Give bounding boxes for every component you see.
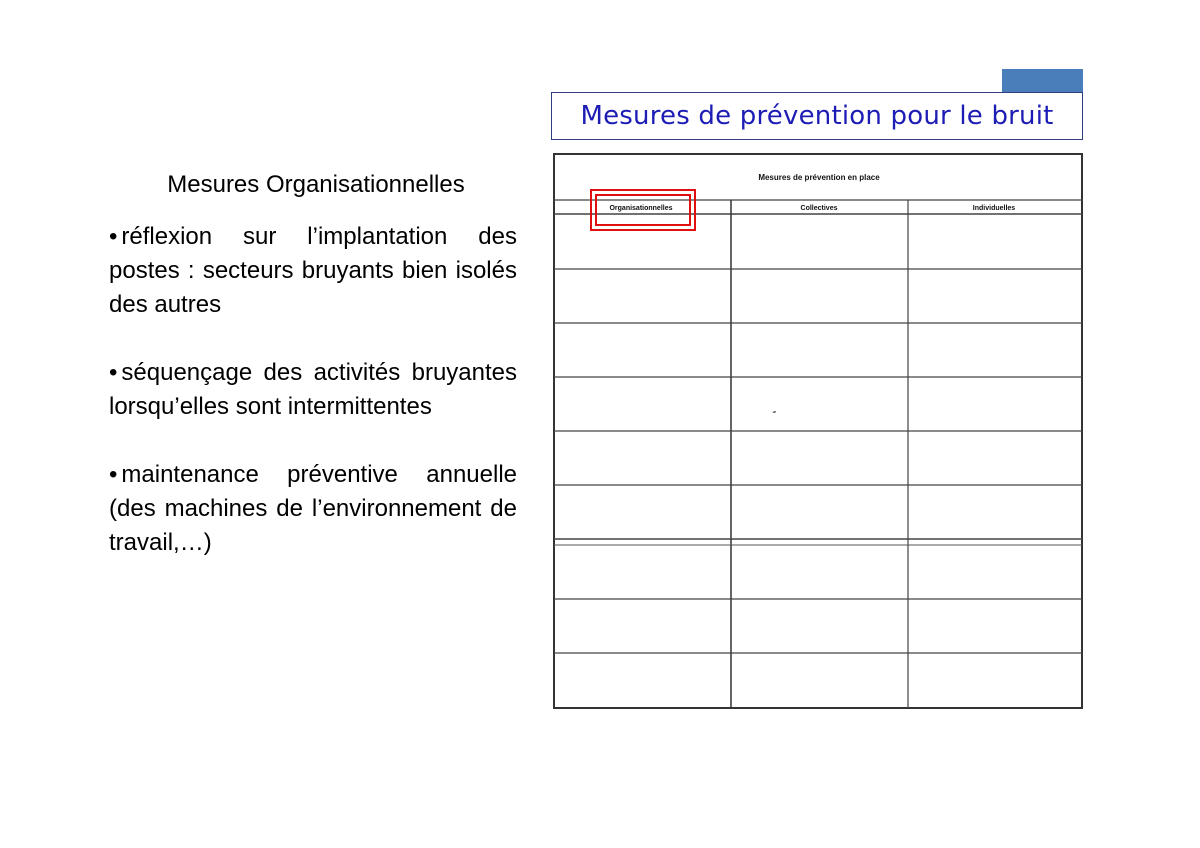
table-title: Mesures de prévention en place [758, 173, 880, 182]
slide-title: Mesures de prévention pour le bruit [580, 101, 1054, 131]
slide-title-box [551, 92, 1083, 140]
accent-block [1002, 69, 1083, 93]
bullet-text: réflexion sur l’implantation des postes : secteurs bruyants bien isolés des autres [109, 223, 517, 318]
column-header-individuelles: Individuelles [972, 205, 1016, 212]
bullet-dot-icon: • [109, 461, 118, 488]
section-heading: Mesures Organisationnelles [167, 171, 465, 198]
bullet-item-3 [109, 458, 517, 560]
bullet-item-2 [109, 356, 517, 424]
column-header-organisationnelles: Organisationnelles [609, 205, 673, 212]
scanned-table-image [551, 152, 1084, 710]
bullet-dot-icon: • [109, 359, 118, 386]
bullet-item-1 [109, 220, 517, 322]
bullet-dot-icon: • [109, 223, 118, 250]
bullet-text: séquençage des activités bruyantes lorsqu’elles sont intermittentes [109, 359, 517, 420]
bullet-text: maintenance préventive annuelle (des machines de l’environnement de travail,…) [109, 461, 517, 556]
left-text-column [109, 168, 517, 594]
scanned-table-svg [551, 152, 1084, 710]
column-header-collectives: Collectives [800, 205, 838, 212]
